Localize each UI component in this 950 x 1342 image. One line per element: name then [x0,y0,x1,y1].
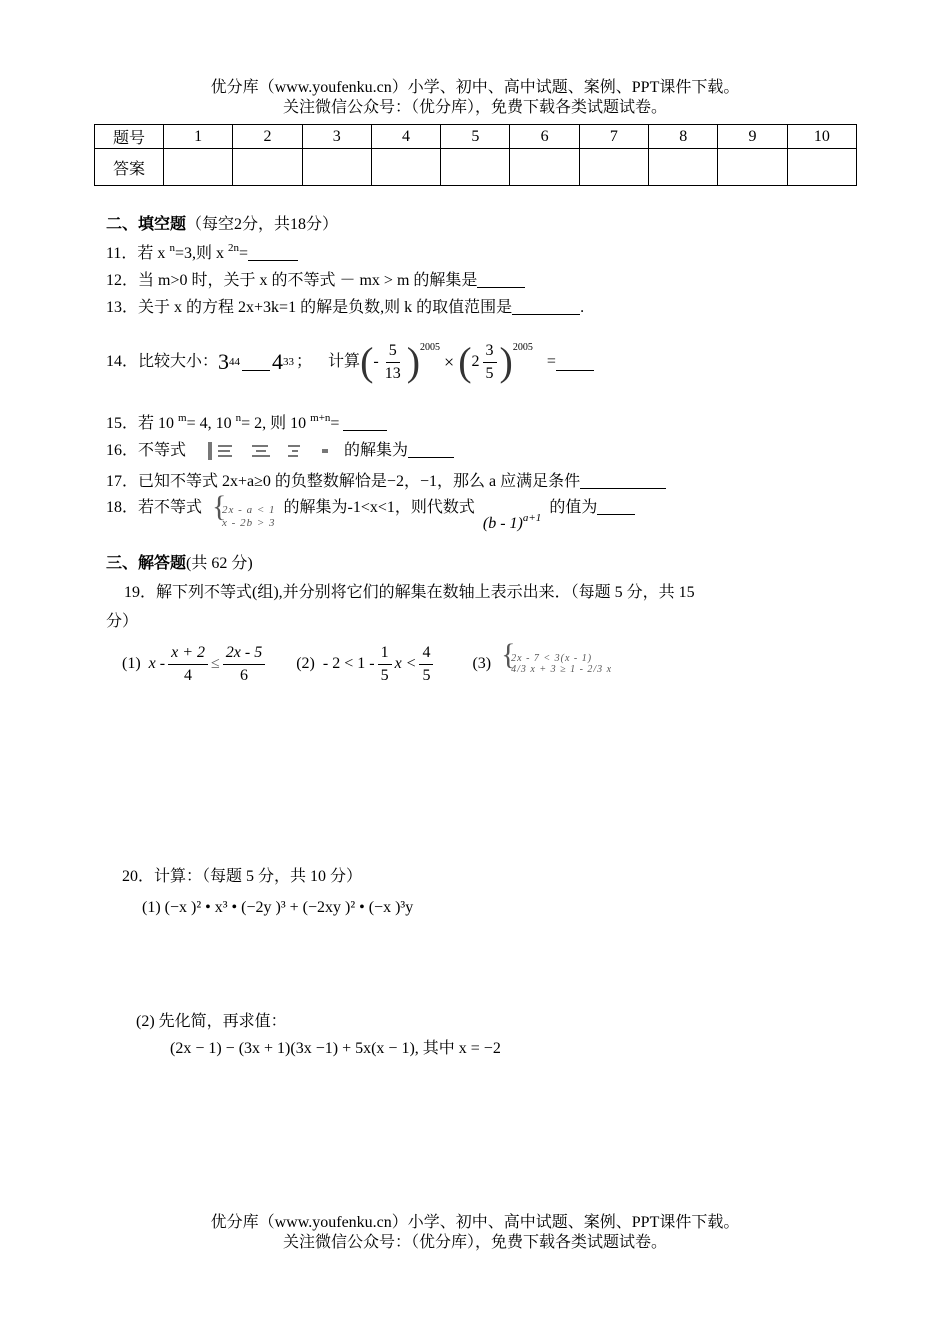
paren-open: ( [458,339,472,384]
q14-compute-label: 计算 [328,353,361,370]
footer-line-2: 关注微信公众号：（优分库），免费下载各类试题试卷。 [282,1234,667,1251]
question-number: 14． [106,353,139,370]
table-number: 9 [718,125,787,149]
answer-cell[interactable] [233,149,302,186]
answer-cell[interactable] [164,149,233,186]
answer-blank[interactable] [477,271,525,288]
q12-text: 当 m>0 时，关于 x 的不等式 － mx > m 的解集是 [138,272,478,289]
numerator: x + 2 [168,642,208,665]
answer-cell[interactable] [510,149,579,186]
question-15 [106,413,387,435]
q11-exponent-n: n [169,242,175,254]
denominator: 5 [380,666,389,684]
question-number: 15． [106,415,139,432]
numerator: 1 [378,642,392,665]
table-answer-label: 答案 [95,149,164,186]
answer-cell[interactable] [302,149,371,186]
q19-p3-system [501,653,612,675]
paren-close: ) [406,339,421,384]
answer-blank[interactable] [248,244,298,261]
numerator: 5 [386,340,400,363]
q18-text: 的值为 [549,499,598,516]
q19-p2-fraction-left [378,642,392,687]
q14-fraction-2 [483,340,497,385]
section-2-title: 二、填空题 [106,216,187,233]
question-20-part-1: (1) (−x )² • x³ • (−2y )³ + (−2xy )² • (−x )³y [142,899,414,916]
q18-system-line-1: { 2x - a < 1 [222,504,276,516]
denominator: 4 [184,666,193,684]
question-20-text: 20．计算：（每题 5 分，共 10 分） [122,868,363,885]
table-number: 7 [579,125,648,149]
numerator: 2x - 5 [223,642,265,665]
question-number: 18． [106,499,139,516]
table-number: 8 [649,125,718,149]
q19-p2-mid: x < [394,655,417,672]
q11-text: = [238,245,248,262]
q14-power-1: 2005 [420,342,441,353]
question-11 [106,243,298,265]
q18-system [212,504,275,530]
question-number: 11． [106,245,138,262]
q14-equals: = [546,353,556,370]
q13-period: . [580,299,585,316]
q14-semicolon: ； [296,353,313,370]
table-number: 10 [787,125,856,149]
paren-open: ( [360,339,374,384]
question-number: 13． [106,299,139,316]
section-3-heading [106,553,253,575]
table-number: 3 [302,125,371,149]
q14-frac1-sign: - [373,353,379,370]
q15-text: = [330,415,340,432]
q11-text: =3,则 x [174,245,224,262]
q19-p1-le: ≤ [211,655,220,672]
q16-text: 的解集为 [344,442,409,459]
section-3-note: (共 62 分) [186,555,253,572]
q14-fraction-1 [382,340,404,385]
answer-blank[interactable] [597,498,635,515]
table-number: 1 [164,125,233,149]
q11-text: 若 x [137,245,166,262]
q19-part-3-label: (3) [472,655,492,672]
q18-text: 的解集为-1<x<1，则代数式 [283,499,475,516]
q16-inequality-image [190,440,340,462]
answer-cell[interactable] [787,149,856,186]
answer-cell[interactable] [441,149,510,186]
answer-table [94,124,857,186]
question-13 [106,297,584,319]
q14-power-2: 2005 [512,342,533,353]
q19-p1-fraction-right [223,642,265,687]
header-line-2: 关注微信公众号：（优分库），免费下载各类试题试卷。 [282,99,667,116]
question-19-parts [122,638,612,690]
table-number: 4 [371,125,440,149]
table-number: 2 [233,125,302,149]
answer-cell[interactable] [579,149,648,186]
answer-blank[interactable] [408,441,454,458]
table-header-label: 题号 [95,125,164,149]
answer-cell[interactable] [649,149,718,186]
denominator: 6 [240,666,248,684]
answer-cell[interactable] [718,149,787,186]
q15-exponent-mn: m+n [310,412,331,424]
q19-p3-line-1: { 2x - 7 < 3(x - 1) [511,653,593,664]
footer-line-1: 优分库（www.youfenku.cn）小学、初中、高中试题、案例、PPT课件下载。 [210,1214,740,1231]
q15-exponent-n: n [235,412,242,424]
question-12 [106,270,525,292]
answer-cell[interactable] [371,149,440,186]
q18-expr-base: (b - 1) [482,515,523,532]
question-number: 12． [106,272,139,289]
table-number: 6 [510,125,579,149]
q17-text: 已知不等式 2x+a≥0 的负整数解恰是−2，−1，那么 a 应满足条件 [138,473,581,490]
q18-text: 若不等式 [138,499,203,516]
answer-blank[interactable] [512,298,580,315]
q19-p1-fraction-left [168,642,208,687]
question-20-part-2-title: (2) 先化简，再求值： [136,1013,287,1030]
question-20-part-2-expression: (2x − 1) − (3x + 1)(3x −1) + 5x(x − 1), 其中 x = −2 [170,1040,501,1057]
question-14: 14． 比较大小： 3 44 4 33 ； 计算 ( - $\frac{5}{13}$ ) 2005 × ( 2 $\frac{3}{5}$ ) 2005 = [106,335,594,389]
denominator: 5 [485,364,494,382]
numerator: 3 [483,340,497,363]
header-line-1: 优分库（www.youfenku.cn）小学、初中、高中试题、案例、PPT课件下载。 [210,79,740,96]
section-3-title: 三、解答题 [106,555,187,572]
denominator: 5 [422,666,431,684]
q15-text: = 2, 则 10 [241,415,307,432]
q14-base-1: 3 [218,349,230,374]
q19-part-1-label: (1) [122,655,141,672]
denominator: 13 [384,364,401,382]
question-number: 17． [106,473,139,490]
q18-system-line-2: x - 2b > 3 [222,517,276,529]
q14-times: × [444,352,455,372]
q15-text: = 4, 10 [186,415,232,432]
q11-exponent-2n: 2n [227,242,239,254]
q18-expr-exponent: a+1 [522,512,542,524]
q19-part-2-label: (2) [296,655,315,672]
section-2-note: （每空2分，共18分） [186,216,339,233]
q14-text: 比较大小： [138,353,219,370]
numerator: 4 [419,642,433,665]
question-17 [106,471,666,493]
q19-p2-fraction-right [419,642,433,687]
q19-p2-left: - 2 < 1 - [322,655,375,672]
question-16 [106,440,454,462]
q18-expression [483,513,541,535]
question-18 [106,497,635,537]
answer-blank[interactable] [556,354,594,371]
question-number: 16． [106,442,139,459]
q14-mixed-whole: 2 [471,353,480,370]
q19-p3-line-2: 4/3 x + 3 ≥ 1 - 2/3 x [511,664,613,675]
section-2-heading [106,214,338,236]
q19-p1-minus: - [159,655,166,672]
question-19-text-cont: 分） [106,613,139,630]
paren-close: ) [499,339,513,384]
answer-blank[interactable] [343,414,387,431]
q19-p1-x: x [148,655,156,672]
q15-text: 若 10 [138,415,175,432]
q16-text: 不等式 [138,442,187,459]
answer-blank[interactable] [242,354,270,371]
table-number: 5 [441,125,510,149]
question-19-text: 19．解下列不等式(组),并分别将它们的解集在数轴上表示出来．（每题 5 分，共 15 [124,584,695,601]
answer-blank[interactable] [580,472,666,489]
q13-text: 关于 x 的方程 2x+3k=1 的解是负数,则 k 的取值范围是 [138,299,513,316]
q15-exponent-m: m [178,412,187,424]
q14-base-2: 4 [272,349,284,374]
